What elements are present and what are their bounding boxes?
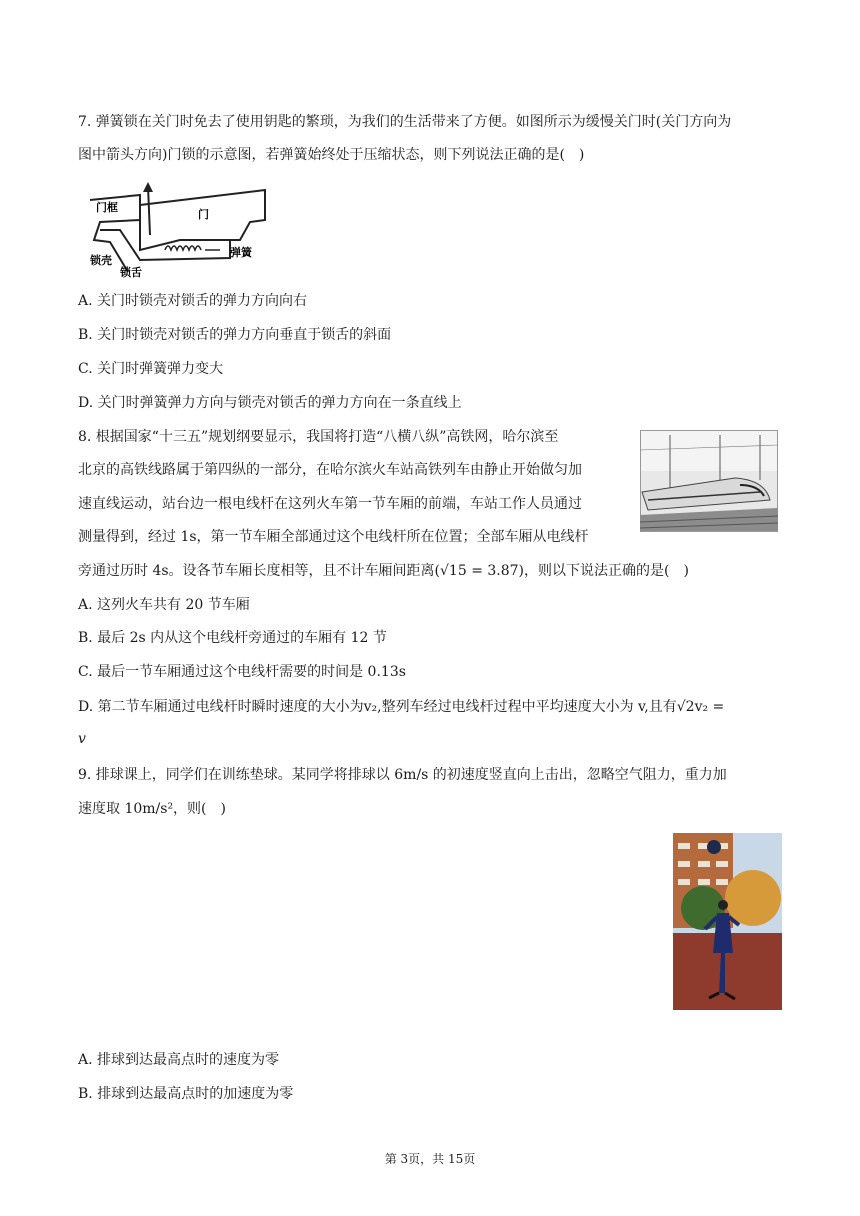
q8-option-c: C. 最后一节车厢通过这个电线杆需要的时间是 0.13s	[78, 664, 406, 680]
q9-option-b: B. 排球到达最高点时的加速度为零	[78, 1086, 294, 1102]
q7-stem-line2: 图中箭头方向)门锁的示意图，若弹簧始终处于压缩状态，则下列说法正确的是( )	[78, 147, 585, 163]
q8-option-a: A. 这列火车共有 20 节车厢	[78, 597, 250, 613]
q9-option-a: A. 排球到达最高点时的速度为零	[78, 1052, 280, 1068]
label-shell: 锁壳	[90, 254, 112, 267]
q8-stem-line5: 旁通过历时 4s。设各节车厢长度相等，且不计车厢间距离(√15 = 3.87)，则以下说法正确的是( )	[78, 563, 689, 579]
q7-option-c: C. 关门时弹簧弹力变大	[78, 361, 224, 377]
label-tongue: 锁舌	[120, 266, 142, 279]
q8-option-b: B. 最后 2s 内从这个电线杆旁通过的车厢有 12 节	[78, 630, 387, 646]
label-door: 门	[198, 208, 209, 221]
q8-option-d-cont: v	[78, 731, 86, 747]
q7-option-d: D. 关门时弹簧弹力方向与锁壳对锁舌的弹力方向在一条直线上	[78, 395, 462, 411]
q8-stem-line4: 测量得到，经过 1s，第一节车厢全部通过这个电线杆所在位置；全部车厢从电线杆	[78, 529, 589, 545]
label-spring: 弹簧	[230, 246, 252, 259]
q8-stem-line2: 北京的高铁线路属于第四纵的一部分，在哈尔滨火车站高铁列车由静止开始做匀加	[78, 462, 582, 478]
q8-stem-line1: 8. 根据国家“十三五”规划纲要显示，我国将打造“八横八纵”高铁网，哈尔滨至	[78, 429, 559, 445]
page-footer: 第 3页，共 15页	[384, 1152, 476, 1166]
q7-option-b: B. 关门时锁壳对锁舌的弹力方向垂直于锁舌的斜面	[78, 327, 392, 343]
q8-option-d: D. 第二节车厢通过电线杆时瞬时速度的大小为v₂,整列车经过电线杆过程中平均速度大小为 v,且有√2v₂ =	[78, 699, 725, 715]
label-frame: 门框	[96, 201, 118, 214]
door-lock-diagram	[80, 180, 280, 280]
q8-stem-line3: 速直线运动，站台边一根电线杆在这列火车第一节车厢的前端，车站工作人员通过	[78, 496, 582, 512]
volleyball-photo	[673, 833, 782, 1010]
q9-stem-line1: 9. 排球课上，同学们在训练垫球。某同学将排球以 6m/s 的初速度竖直向上击出，忽略空气阻力，重力加	[78, 767, 727, 783]
q7-option-a: A. 关门时锁壳对锁舌的弹力方向向右	[78, 293, 308, 309]
high-speed-train-photo	[640, 430, 778, 532]
q7-stem-line1: 7. 弹簧锁在关门时免去了使用钥匙的繁琐，为我们的生活带来了方便。如图所示为缓慢关门时(关门方向为	[78, 114, 732, 130]
q9-stem-line2: 速度取 10m/s²，则( )	[78, 801, 226, 817]
